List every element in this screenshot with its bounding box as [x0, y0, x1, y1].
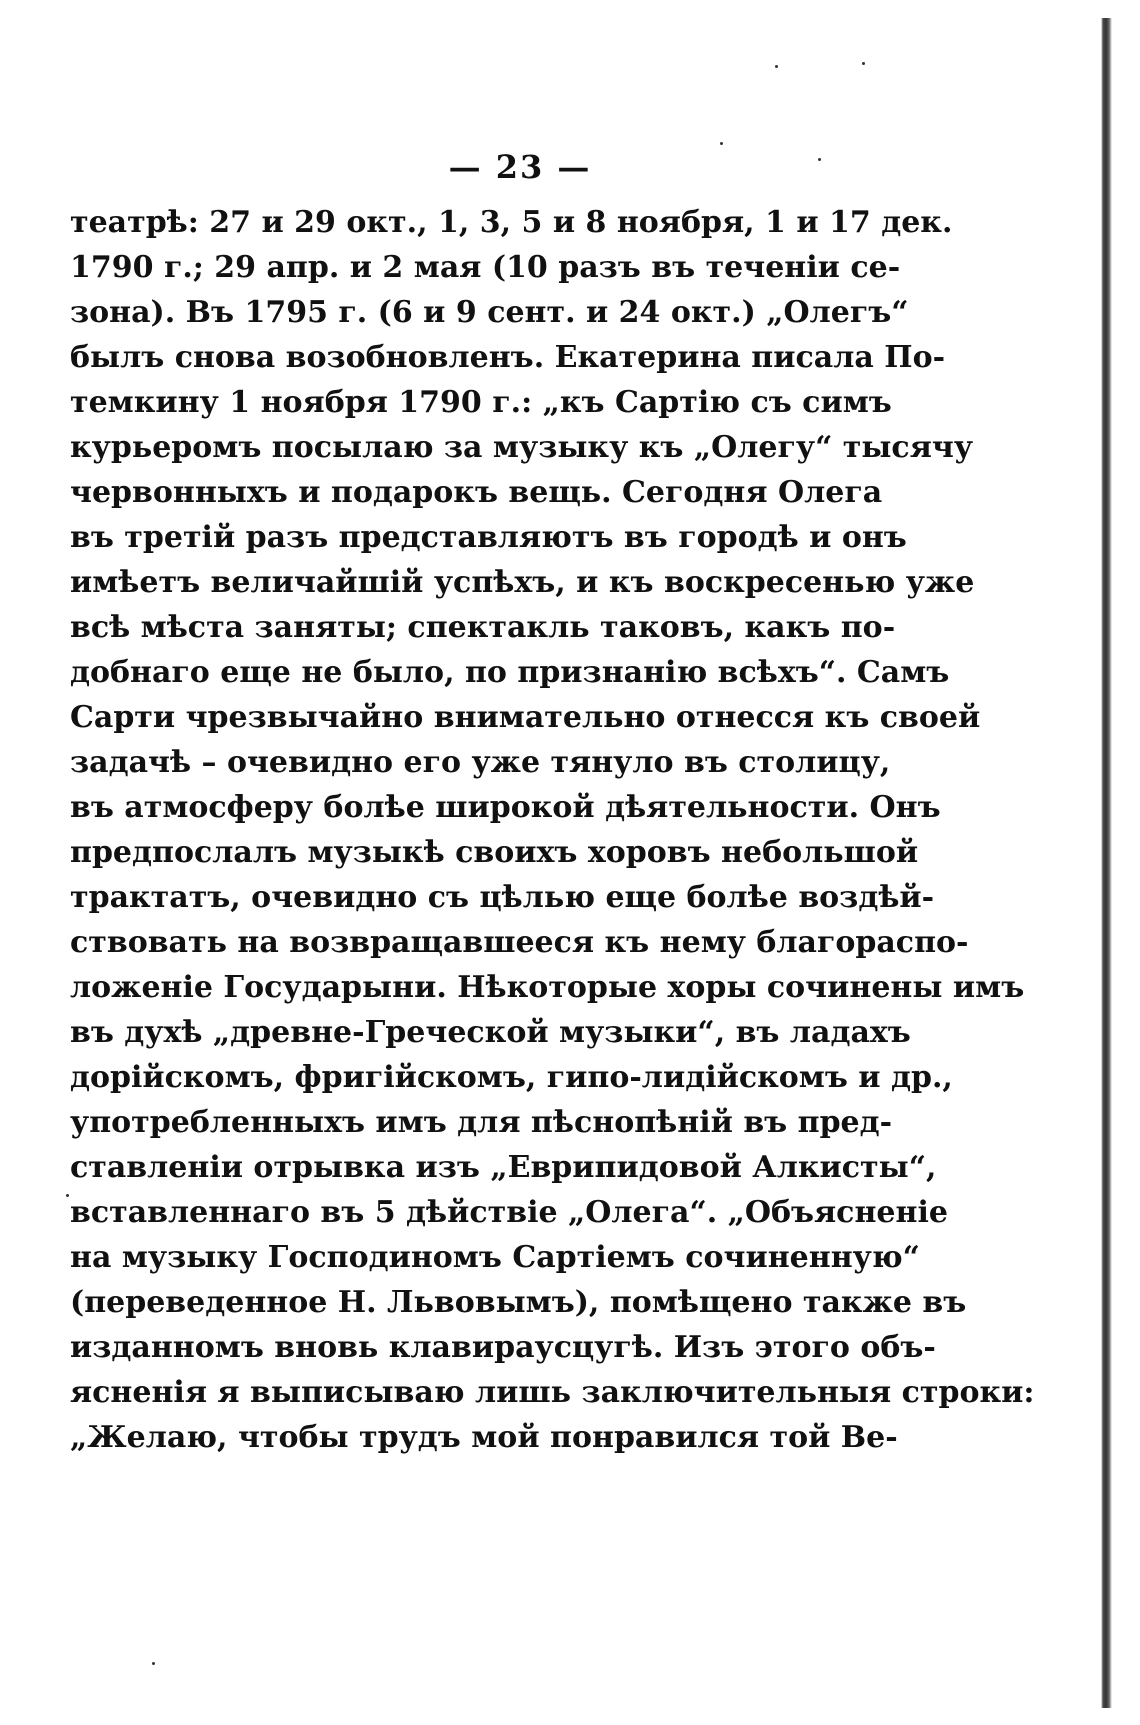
text-line: всѣ мѣста заняты; спектакль таковъ, какъ по-	[70, 610, 896, 645]
text-line: задачѣ – очевидно его уже тянуло въ столицу,	[70, 745, 891, 780]
text-line: 1790 г.; 29 апр. и 2 мая (10 разъ въ теченіи се-	[70, 250, 901, 285]
text-line: дорійскомъ, фригійскомъ, гипо-лидійскомъ и др.,	[70, 1060, 953, 1095]
page-number: — 23 —	[448, 148, 592, 186]
text-line: употребленныхъ имъ для пѣснопѣній въ пред-	[70, 1105, 893, 1140]
text-line: изданномъ вновь клавираусцугѣ. Изъ этого объ-	[70, 1330, 936, 1365]
text-line: театрѣ: 27 и 29 окт., 1, 3, 5 и 8 ноября, 1 и 17 дек.	[70, 205, 953, 240]
text-line: былъ снова возобновленъ. Екатерина писала По-	[70, 340, 946, 375]
text-line: ложеніе Государыни. Нѣкоторые хоры сочинены имъ	[70, 970, 1025, 1005]
ink-speck	[66, 1194, 69, 1197]
text-line: въ атмосферу болѣе широкой дѣятельности. Онъ	[70, 790, 941, 825]
text-line: ясненія я выписываю лишь заключительныя строки:	[70, 1375, 1035, 1410]
text-line: курьеромъ посылаю за музыку къ „Олегу“ тысячу	[70, 430, 974, 465]
text-line: на музыку Господиномъ Сартіемъ сочиненную“	[70, 1240, 920, 1275]
text-line: вставленнаго въ 5 дѣйствіе „Олега“. „Объясненіе	[70, 1195, 948, 1230]
text-line: „Желаю, чтобы трудъ мой понравился той Ве-	[70, 1420, 898, 1455]
ink-speck	[152, 1662, 155, 1665]
book-binding-edge	[1101, 18, 1112, 1708]
body-text	[70, 200, 1035, 1460]
text-line: имѣетъ величайшій успѣхъ, и къ воскресенью уже	[70, 565, 975, 600]
text-line: Сарти чрезвычайно внимательно отнесся къ своей	[70, 700, 981, 735]
text-line: ствовать на возвращавшееся къ нему благораспо-	[70, 925, 969, 960]
text-line: добнаго еще не было, по признанію всѣхъ“. Самъ	[70, 655, 950, 690]
text-line: въ духѣ „древне-Греческой музыки“, въ ладахъ	[70, 1015, 911, 1050]
ink-speck	[862, 62, 865, 65]
text-line: темкину 1 ноября 1790 г.: „къ Сартію съ симъ	[70, 385, 892, 420]
text-line: зона). Въ 1795 г. (6 и 9 сент. и 24 окт.) „Олегъ“	[70, 295, 909, 330]
ink-speck	[720, 142, 723, 145]
text-line: трактатъ, очевидно съ цѣлью еще болѣе воздѣй-	[70, 880, 935, 915]
text-line: предпослалъ музыкѣ своихъ хоровъ небольшой	[70, 835, 919, 870]
text-line: въ третій разъ представляютъ въ городѣ и онъ	[70, 520, 907, 555]
text-line: ставленіи отрывка изъ „Еврипидовой Алкисты“,	[70, 1150, 937, 1185]
text-line: (переведенное Н. Львовымъ), помѣщено также въ	[70, 1285, 967, 1320]
text-line: червонныхъ и подарокъ вещь. Сегодня Олега	[70, 475, 883, 510]
ink-speck	[775, 65, 778, 68]
